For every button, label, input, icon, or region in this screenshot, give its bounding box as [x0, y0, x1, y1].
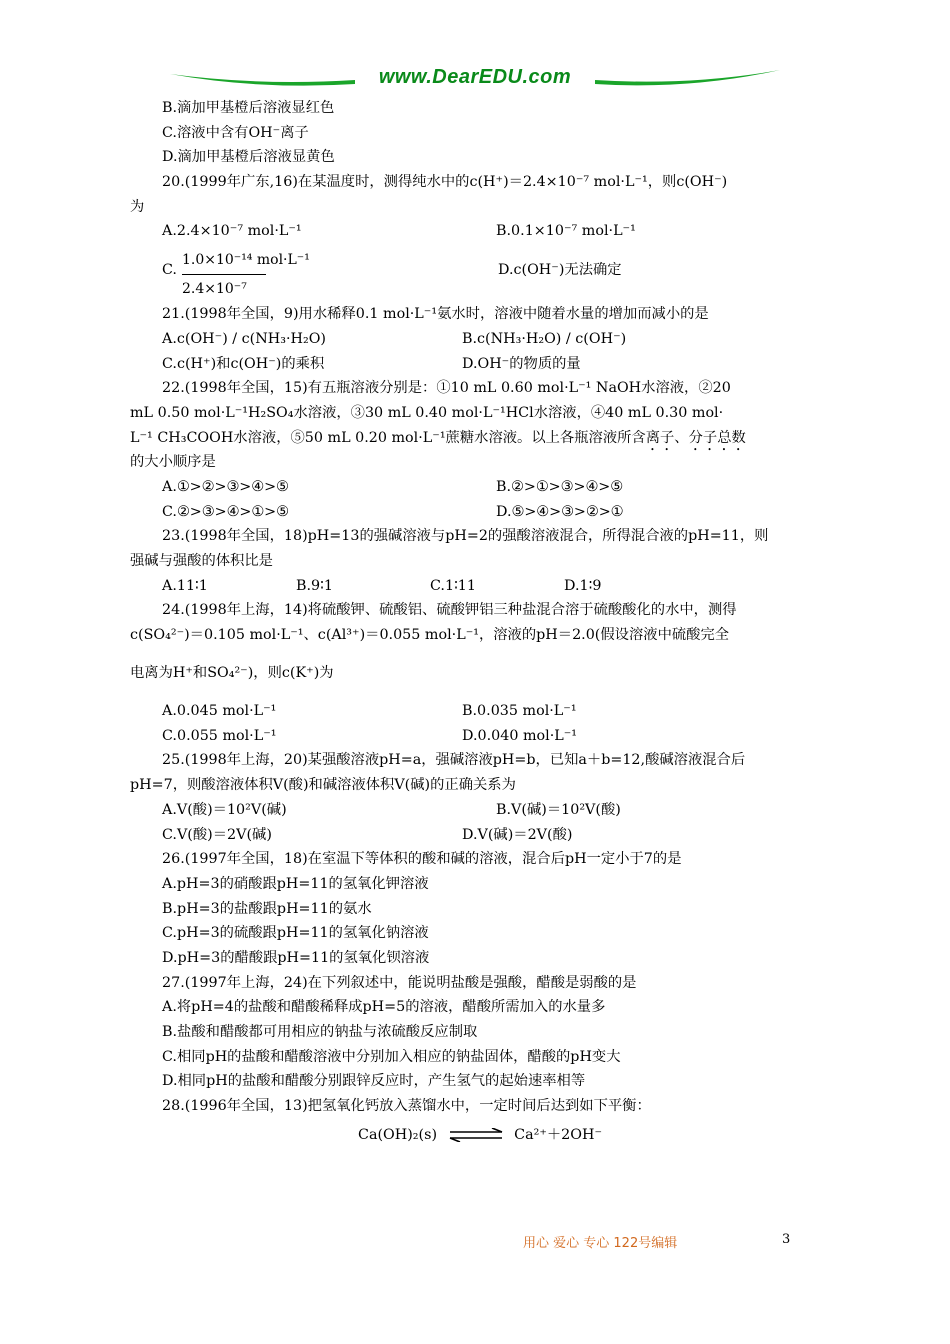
option-a: A.0.045 mol·L⁻¹: [162, 703, 277, 720]
option-d: D.pH=3的醋酸跟pH=11的氢氧化钡溶液: [162, 949, 430, 966]
option-d: D.⑤>④>③>②>①: [496, 503, 624, 520]
options-row: [130, 574, 830, 599]
option-b: B.0.035 mol·L⁻¹: [462, 703, 577, 720]
question-text: [130, 426, 830, 451]
question-text: 为: [130, 198, 145, 215]
option-line: B.滴加甲基橙后溶液显红色: [162, 100, 335, 116]
option-b: B.V(碱)＝10²V(酸): [496, 801, 621, 818]
question-27: 27.(1997年上海，24)在下列叙述中，能说明盐酸是强酸，醋酸是弱酸的是: [162, 974, 637, 991]
option-a: A.①>②>③>④>⑤: [162, 478, 289, 495]
option-a: A.pH=3的硝酸跟pH=11的氢氧化钾溶液: [162, 875, 429, 892]
equation-left: Ca(OH)₂(s): [358, 1126, 438, 1143]
option-c: C.V(酸)＝2V(碱): [162, 826, 272, 843]
option-d: D.1∶9: [564, 577, 602, 594]
question-text: pH=7，则酸溶液体积V(酸)和碱溶液体积V(碱)的正确关系为: [130, 777, 516, 794]
option-d: D.V(碱)＝2V(酸): [462, 826, 573, 843]
question-text: 的大小顺序是: [130, 454, 216, 471]
question-22: 22.(1998年全国，15)有五瓶溶液分别是：①10 mL 0.60 mol·L⁻¹ NaOH水溶液，②20: [162, 380, 731, 397]
option-d: D.c(OH⁻)无法确定: [498, 262, 622, 279]
option-a: A.将pH=4的盐酸和醋酸稀释成pH=5的溶液，醋酸所需加入的水量多: [162, 999, 606, 1016]
brand-logo[interactable]: www.DearEDU.com: [378, 66, 572, 88]
option-c: C.c(H⁺)和c(OH⁻)的乘积: [162, 355, 325, 372]
question-text: c(SO₄²⁻)＝0.105 mol·L⁻¹、c(Al³⁺)＝0.055 mol·L⁻¹，溶液的pH＝2.0(假设溶液中硫酸完全: [130, 627, 730, 644]
options-row: [130, 327, 830, 352]
question-28: 28.(1996年全国，13)把氢氧化钙放入蒸馏水中，一定时间后达到如下平衡：: [162, 1098, 651, 1115]
options-row: [130, 500, 830, 525]
question-text-segment: L⁻¹ CH₃COOH水溶液，⑤50 mL 0.20 mol·L⁻¹蔗糖水溶液。以上各瓶溶液所含: [130, 429, 646, 446]
options-row: [130, 699, 830, 724]
page-number: 3: [782, 1232, 791, 1247]
options-row: [130, 219, 830, 244]
option-b: B.②>①>③>④>⑤: [496, 478, 624, 495]
option-c: C.pH=3的硫酸跟pH=11的氢氧化钠溶液: [162, 925, 429, 942]
equation-right: Ca²⁺＋2OH⁻: [514, 1126, 602, 1143]
question-text: mL 0.50 mol·L⁻¹H₂SO₄水溶液，③30 mL 0.40 mol·L⁻¹HCl水溶液，④40 mL 0.30 mol·: [130, 404, 724, 421]
fraction-numerator: 1.0×10⁻¹⁴ mol·L⁻¹: [182, 252, 310, 269]
question-text: 强碱与强酸的体积比是: [130, 553, 273, 569]
options-row: [130, 352, 830, 377]
question-23: 23.(1998年全国，18)pH=13的强碱溶液与pH=2的强酸溶液混合，所得混合液的pH=11，则: [162, 528, 769, 545]
option-d: D.OH⁻的物质的量: [462, 355, 581, 372]
option-line: C.溶液中含有OH⁻离子: [162, 124, 309, 141]
option-c: C.相同pH的盐酸和醋酸溶液中分别加入相应的钠盐固体，醋酸的pH变大: [162, 1048, 621, 1065]
option-b: B.pH=3的盐酸跟pH=11的氨水: [162, 900, 372, 917]
options-row: [130, 724, 830, 749]
emphasized-text: 离子、分子总数: [645, 429, 746, 446]
options-row-fraction: [130, 244, 830, 302]
option-c: C.0.055 mol·L⁻¹: [162, 727, 277, 744]
option-a: A.V(酸)＝10²V(碱): [162, 801, 287, 818]
option-line: D.滴加甲基橙后溶液显黄色: [162, 149, 335, 166]
question-25: 25.(1998年上海，20)某强酸溶液pH=a，强碱溶液pH=b，已知a＋b=12,酸碱溶液混合后: [162, 752, 746, 769]
option-a: A.c(OH⁻) / c(NH₃·H₂O): [162, 330, 327, 347]
document-body: [130, 96, 830, 1153]
question-text: 电离为H⁺和SO₄²⁻)，则c(K⁺)为: [130, 665, 334, 682]
option-c-label: C.: [162, 262, 177, 279]
option-b: B.0.1×10⁻⁷ mol·L⁻¹: [496, 223, 636, 240]
options-row: [130, 475, 830, 500]
option-d: D.0.040 mol·L⁻¹: [462, 727, 578, 744]
option-d: D.相同pH的盐酸和醋酸分别跟锌反应时，产生氢气的起始速率相等: [162, 1073, 586, 1090]
option-b: B.c(NH₃·H₂O) / c(OH⁻): [462, 330, 627, 347]
options-row: [130, 798, 830, 823]
fraction-denominator: 2.4×10⁻⁷: [182, 281, 247, 298]
question-24: 24.(1998年上海，14)将硫酸钾、硫酸铝、硫酸钾铝三种盐混合溶于硫酸酸化的水中，测得: [162, 602, 737, 619]
footer-text: 用心 爱心 专心 122号编辑: [523, 1236, 678, 1251]
question-26: 26.(1997年全国，18)在室温下等体积的酸和碱的溶液，混合后pH一定小于7的是: [162, 851, 682, 868]
options-row: [130, 823, 830, 848]
option-c: C.1∶11: [430, 577, 476, 594]
option-a: A.2.4×10⁻⁷ mol·L⁻¹: [162, 223, 302, 240]
option-b: B.9∶1: [296, 577, 333, 594]
option-a: A.11∶1: [162, 577, 208, 594]
option-b: B.盐酸和醋酸都可用相应的钠盐与浓硫酸反应制取: [162, 1024, 478, 1040]
fraction-bar: [182, 274, 266, 275]
option-c: C.②>③>④>①>⑤: [162, 503, 289, 520]
equilibrium-arrow-icon: [448, 1128, 504, 1142]
question-21: 21.(1998年全国，9)用水稀释0.1 mol·L⁻¹氨水时，溶液中随着水量的增加而减小的是: [162, 306, 709, 323]
equilibrium-equation: [130, 1119, 830, 1153]
question-20: 20.(1999年广东,16)在某温度时，测得纯水中的c(H⁺)＝2.4×10⁻⁷ mol·L⁻¹，则c(OH⁻): [162, 174, 728, 191]
page-header: [170, 60, 780, 100]
